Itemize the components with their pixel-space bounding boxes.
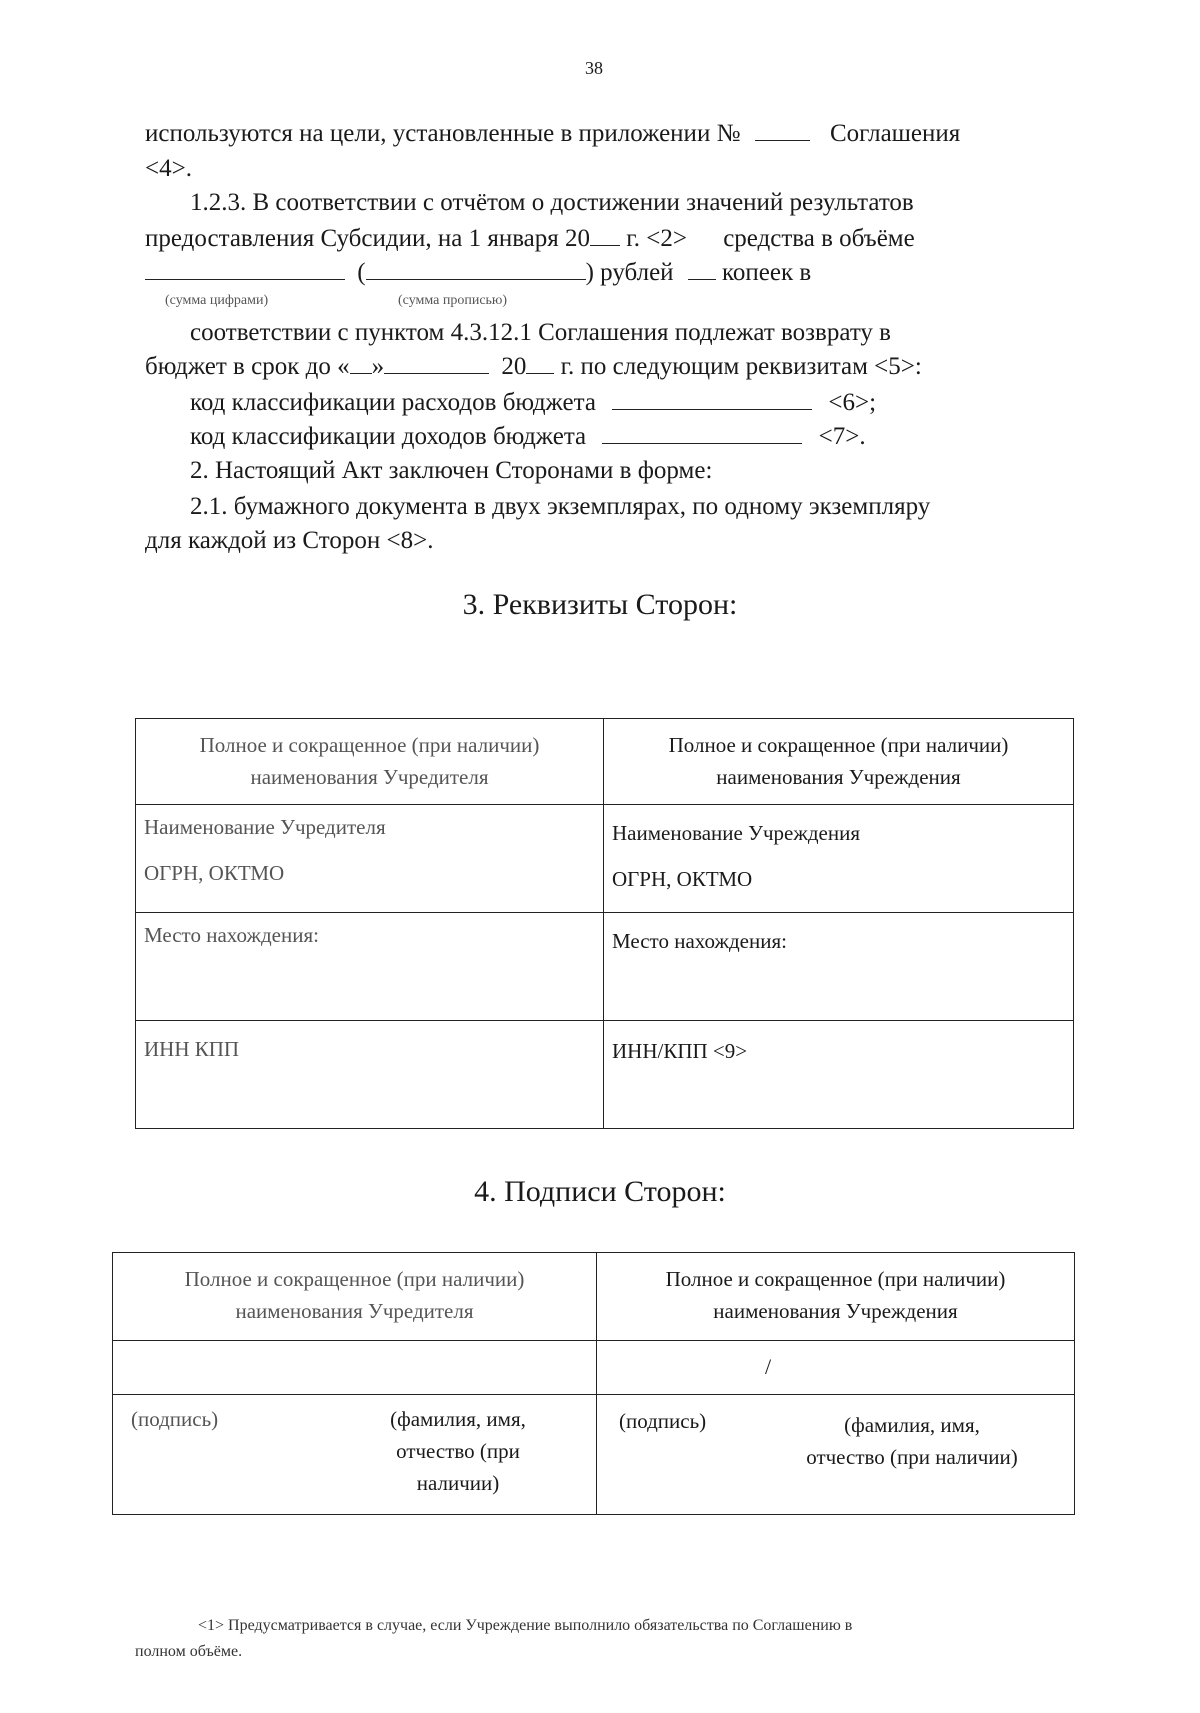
requisites-name-row [136,805,1074,913]
requisites-right-inn-cell [604,1021,1074,1129]
kbk-expense-label: код классификации расходов бюджета [190,389,596,416]
return-text-a: бюджет в срок до « [145,353,350,380]
signatures-table [112,1252,1075,1515]
return-line-2 [145,350,922,384]
p21-line-1: 2.1. бумажного документа в двух экземплярах, по одному экземпляру [190,493,931,520]
p123-text-a: предоставления Субсидии, на 1 января 20 [145,225,591,252]
sum-digits-blank[interactable] [145,259,345,280]
founder-fio-caption [363,1403,553,1499]
signatures-header-row [113,1253,1075,1341]
signatures-caption-row [113,1395,1075,1515]
institution-ogrn-label: ОГРН, ОКТМО [612,867,753,891]
kbk-income-note: <7>. [818,423,866,450]
section-3-title: 3. Реквизиты Сторон: [462,588,738,621]
institution-name-label: Наименование Учреждения [612,821,860,845]
institution-inn-label: ИНН/КПП <9> [612,1039,748,1063]
signatures-header-left [113,1253,597,1341]
signatures-header-right-line2: наименования Учреждения [713,1299,958,1323]
institution-fio-caption [787,1409,1037,1473]
p123-line-1: 1.2.3. В соответствии с отчётом о достижении значений результатов [190,189,914,216]
institution-signature-captions [597,1395,1075,1515]
requisites-right-place-cell [604,913,1074,1021]
founder-fio-line1: (фамилия, имя, [390,1407,526,1431]
sum-close-paren: ) рублей [585,259,674,286]
requisites-header-right-line1: Полное и сокращенное (при наличии) [668,733,1009,757]
body-line-1-text: используются на цели, установленные в приложении № [145,120,741,147]
founder-name-label: Наименование Учредителя [144,815,386,839]
return-text-d: г. по следующим реквизитам <5>: [560,353,922,380]
signatures-header-left-line2: наименования Учредителя [235,1299,474,1323]
sum-kopecks-label: копеек в [722,259,812,286]
requisites-right-name-cell [604,805,1074,913]
p123-line-2 [145,222,915,256]
founder-inn-label: ИНН КПП [144,1037,240,1061]
signatures-header-right-line1: Полное и сокращенное (при наличии) [665,1267,1006,1291]
kbk-income-label: код классификации доходов бюджета [190,423,587,450]
requisites-left-name-cell [136,805,604,913]
requisites-header-right [604,719,1074,805]
body-line-1-tail: Соглашения [829,120,961,147]
month-blank[interactable] [384,353,489,374]
signatures-header-right [597,1253,1075,1341]
appendix-number-blank[interactable] [755,120,810,141]
institution-sign-caption: (подпись) [619,1409,707,1433]
founder-fio-line3: наличии) [416,1471,500,1495]
requisites-header-row [136,719,1074,805]
founder-sign-caption: (подпись) [131,1407,219,1431]
day-blank[interactable] [350,353,372,374]
requisites-left-place-cell [136,913,604,1021]
p123-text-b: г. <2> [626,225,687,252]
body-line-1 [145,117,960,151]
requisites-header-left-line1: Полное и сокращенное (при наличии) [199,733,540,757]
footnote-line-2: полном объёме. [135,1643,243,1660]
kbk-expense-line [190,386,876,420]
footnote-line-1: <1> Предусматривается в случае, если Учреждение выполнило обязательства по Соглашению в [198,1617,853,1634]
kbk-expense-note: <6>; [828,389,877,416]
institution-fio-line1: (фамилия, имя, [844,1413,980,1437]
founder-signature-captions [113,1395,597,1515]
institution-signature-field[interactable] [597,1341,1075,1395]
caption-sum-digits: (сумма цифрами) [165,293,269,308]
return-year-blank[interactable] [526,353,554,374]
section-4-title: 4. Подписи Сторон: [474,1175,726,1208]
signatures-sign-row [113,1341,1075,1395]
requisites-header-right-line2: наименования Учреждения [716,765,961,789]
section-2-line: 2. Настоящий Акт заключен Сторонами в форме: [190,457,713,484]
p123-text-c: средства в объёме [723,225,915,252]
return-text-b: » [371,353,385,380]
sum-line [145,256,811,290]
requisites-left-inn-cell [136,1021,604,1129]
kopecks-blank[interactable] [688,259,716,280]
kbk-income-blank[interactable] [602,423,802,444]
institution-place-label: Место нахождения: [612,929,787,953]
founder-place-label: Место нахождения: [144,923,319,947]
caption-sum-words: (сумма прописью) [398,293,508,308]
sum-words-blank[interactable] [366,259,586,280]
year-blank[interactable] [590,225,620,246]
sum-open-paren: ( [357,259,366,286]
founder-ogrn-label: ОГРН, ОКТМО [144,861,285,885]
requisites-header-left-line2: наименования Учредителя [250,765,489,789]
requisites-inn-row [136,1021,1074,1129]
body-line-2: <4>. [145,155,192,182]
kbk-expense-blank[interactable] [612,389,812,410]
page-number: 38 [585,58,603,78]
return-text-c: 20 [501,353,527,380]
requisites-table [135,718,1074,1129]
institution-fio-line2: отчество (при наличии) [806,1445,1018,1469]
return-line-1: соответствии с пунктом 4.3.12.1 Соглашения подлежат возврату в [190,319,891,346]
requisites-header-left [136,719,604,805]
signature-slash: / [765,1354,772,1379]
p21-line-2: для каждой из Сторон <8>. [145,527,434,554]
founder-signature-field[interactable] [113,1341,597,1395]
requisites-place-row [136,913,1074,1021]
signatures-header-left-line1: Полное и сокращенное (при наличии) [184,1267,525,1291]
kbk-income-line [190,420,866,454]
founder-fio-line2: отчество (при [396,1439,520,1463]
